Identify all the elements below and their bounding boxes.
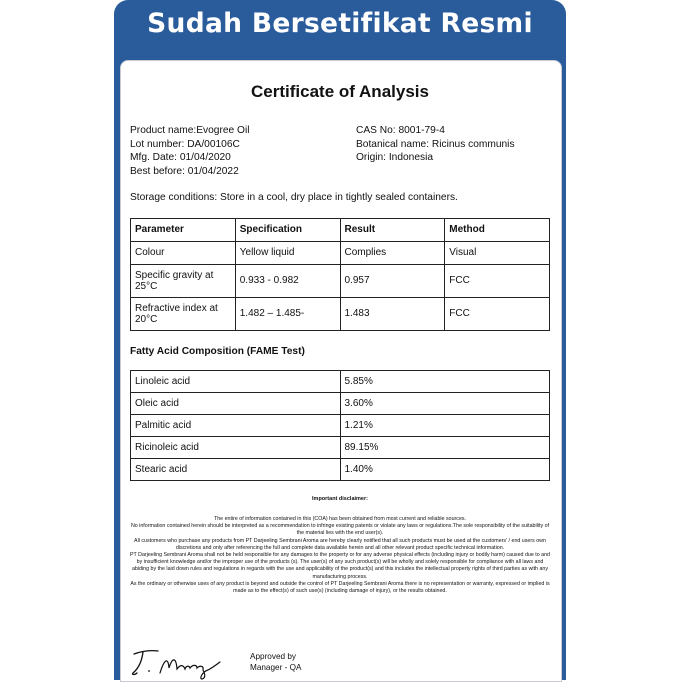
table-row [131, 459, 550, 481]
botanical-name: Botanical name: Ricinus communis [356, 138, 515, 150]
table-cell: Specific gravity at 25°C [131, 265, 236, 298]
header-specification: Specification [235, 219, 340, 242]
acid-value: 1.40% [340, 459, 550, 481]
acid-value: 3.60% [340, 393, 550, 415]
table-row [131, 371, 550, 393]
approval-block [250, 651, 301, 673]
table-cell: Colour [131, 242, 236, 265]
mfg-date: Mfg. Date: 01/04/2020 [130, 152, 231, 163]
table-cell: Complies [340, 242, 445, 265]
table-cell: 1.482 – 1.485- [235, 298, 340, 331]
table-row [131, 298, 550, 331]
disclaimer-paragraph: The entire of information contained in this (COA) has been obtained from most current and reliable sources. [213, 516, 467, 522]
fatty-acid-title: Fatty Acid Composition (FAME Test) [130, 346, 305, 357]
table-header-row [131, 219, 550, 242]
table-cell: Yellow liquid [235, 242, 340, 265]
header-result: Result [340, 219, 445, 242]
storage-conditions: Storage conditions: Store in a cool, dry place in tightly sealed containers. [130, 192, 458, 203]
approver-role: Manager - QA [250, 663, 302, 672]
acid-name: Stearic acid [131, 459, 341, 481]
disclaimer-paragraph: All customers who purchase any products from PT Darjeeling Sembrani Aroma are hereby clearly notified that all such products must be used at the customers' / end users own discretions and only after referencing the full and complete data available herein and all other relevant product specific technical information. [134, 537, 546, 551]
header-method: Method [445, 219, 550, 242]
table-cell: Refractive index at 20°C [131, 298, 236, 331]
disclaimer-paragraph: PT Darjeeling Sembrani Aroma shall not be held responsible for any damages to the property or for any adverse physical effects (including injury or bodily harm) caused due to and by insufficient knowledge and/or the improper use of the products (s). The user(s) of any such product(s) will be wholly and solely responsible for compliance with all laws and abiding by the laid down rules and regulations in regards with the use and applicability of the product(s) and this includes the intellectual property rights of third parties as with any manufacturing process. [130, 552, 550, 580]
cas-number: CAS No: 8001-79-4 [356, 125, 445, 136]
table-cell: FCC [445, 265, 550, 298]
acid-name: Linoleic acid [131, 371, 341, 393]
table-row [131, 415, 550, 437]
signature-image [128, 640, 228, 680]
product-name: Product name:Evogree Oil [130, 125, 250, 136]
table-row [131, 242, 550, 265]
specification-table [130, 218, 550, 331]
table-cell: FCC [445, 298, 550, 331]
disclaimer-body [130, 516, 550, 595]
origin-info [356, 124, 515, 165]
table-cell: 0.957 [340, 265, 445, 298]
banner-title: Sudah Bersetifikat Resmi [147, 8, 533, 39]
table-row [131, 265, 550, 298]
acid-value: 5.85% [340, 371, 550, 393]
acid-name: Ricinoleic acid [131, 437, 341, 459]
disclaimer-title: Important disclaimer: [312, 496, 368, 502]
disclaimer-paragraph: No information contained herein should be interpreted as a recommendation to infringe existing patents or violate any laws or regulations.The sole responsibility of the suitability of the material lies with the end user(s). [130, 523, 550, 537]
table-cell: 1.483 [340, 298, 445, 331]
acid-value: 1.21% [340, 415, 550, 437]
acid-name: Oleic acid [131, 393, 341, 415]
origin: Origin: Indonesia [356, 152, 434, 163]
table-cell: Visual [445, 242, 550, 265]
best-before: Best before: 01/04/2022 [130, 165, 239, 177]
approved-by-label: Approved by [250, 652, 296, 661]
header-parameter: Parameter [131, 219, 236, 242]
disclaimer-paragraph: As the ordinary or otherwise uses of any product is beyond and outside the control of PT Darjeeling Sembrani Aroma there is no representation or warranty, expressed or implied is made as to the effect(s) of such use(s) (including damage of injury), or the results obtained. [130, 580, 550, 595]
acid-value: 89.15% [340, 437, 550, 459]
table-row [131, 437, 550, 459]
lot-number: Lot number: DA/00106C [130, 138, 240, 150]
certificate-title: Certificate of Analysis [251, 82, 429, 101]
product-info [130, 124, 249, 178]
table-cell: 0.933 - 0.982 [235, 265, 340, 298]
fatty-acid-table [130, 370, 550, 481]
table-row [131, 393, 550, 415]
acid-name: Palmitic acid [131, 415, 341, 437]
